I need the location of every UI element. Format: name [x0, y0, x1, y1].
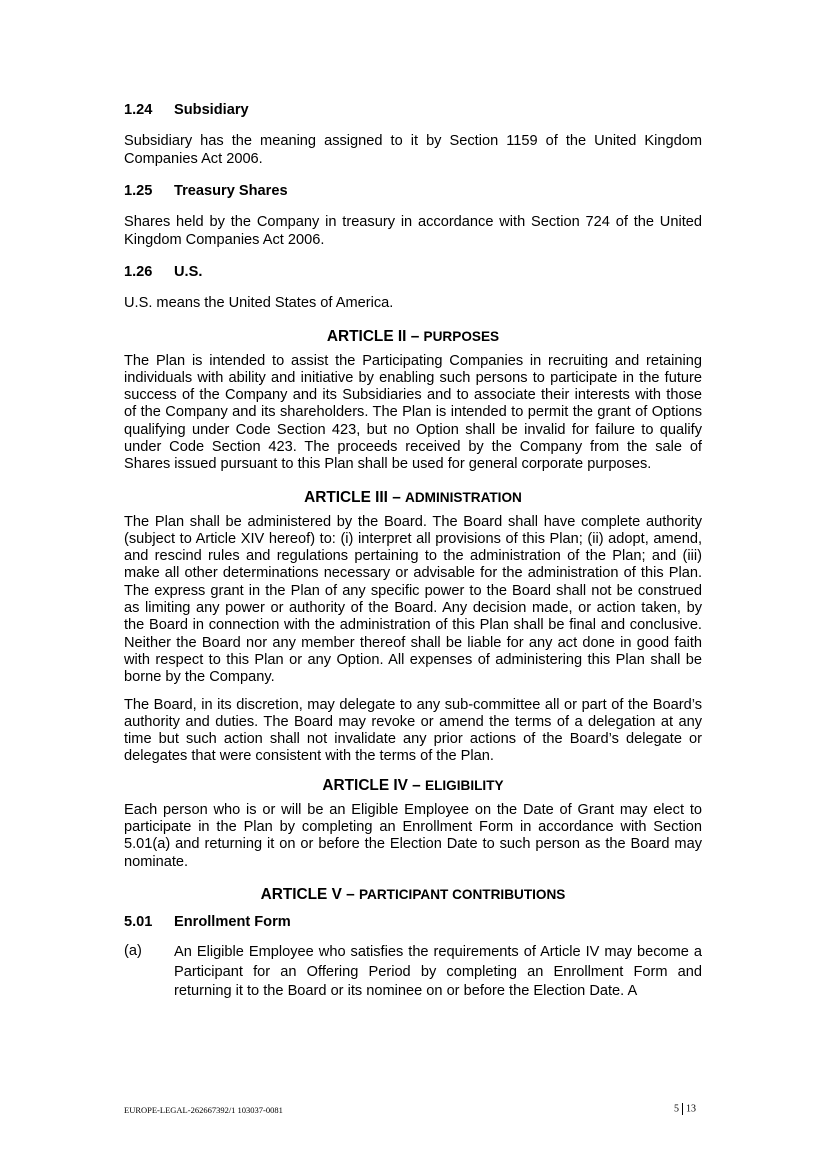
article-heading [124, 327, 702, 347]
section-title: U.S. [174, 264, 203, 280]
section-title: Subsidiary [174, 102, 249, 118]
footer-document-id: EUROPE-LEGAL-262667392/1 103037-0081 [124, 1105, 283, 1115]
article-subtitle: ELIGIBILITY [425, 777, 504, 793]
article-title: ARTICLE II – [326, 327, 424, 345]
section-number: 1.26 [124, 264, 153, 280]
list-item-label: (a) [124, 942, 142, 959]
page-separator [682, 1103, 683, 1115]
section-text: Subsidiary has the meaning assigned to it by Section 1159 of the United Kingdom Companies Act 2006. [124, 133, 702, 167]
section-heading [124, 101, 702, 119]
article-text: The Plan is intended to assist the Participating Companies in recruiting and retaining individuals with ability and initiative by enabling such persons to participate in the future success of the Company and its Subsidiaries and to associate their interests with those of the Company and its shareholders. The Plan is intended to permit the grant of Options qualifying under Code Section 423, but no Option shall be invalid for failure to qualify under Code Section 423. The proceeds received by the Company from the sale of Shares issued pursuant to this Plan shall be used for general corporate purposes. [124, 352, 702, 473]
section-heading [124, 182, 702, 200]
list-item [124, 943, 702, 1002]
article-heading [124, 885, 702, 905]
list-item-text: An Eligible Employee who satisfies the requirements of Article IV may become a Participant for an Offering Period by completing an Enrollment Form and returning it to the Board or its nominee on or before the Election Date. A [174, 943, 702, 1000]
article-heading [124, 488, 702, 508]
section-heading [124, 913, 702, 931]
section-number: 1.25 [124, 183, 153, 199]
article-title: ARTICLE V – [260, 885, 359, 903]
page-content [124, 101, 702, 1002]
article-text: The Plan shall be administered by the Board. The Board shall have complete authority (subject to Article XIV hereof) to: (i) interpret all provisions of this Plan; (ii) adopt, amend, and rescind rules and regulations pertaining to the administration of the Plan; and (iii) make all other determinations necessary or advisable for the administration of this Plan. The express grant in the Plan of any specific power to the Board shall not be construed as limiting any power or authority of the Board. Any decision made, or action taken, by the Board in connection with the administration of this Plan shall be final and conclusive. Neither the Board nor any member thereof shall be liable for any act done in good faith with respect to this Plan or any Option. All expenses of administering this Plan shall be borne by the Company. [124, 513, 702, 686]
article-title: ARTICLE III – [304, 488, 406, 506]
article-subtitle: PARTICIPANT CONTRIBUTIONS [358, 886, 566, 902]
section-number: 1.24 [124, 102, 153, 118]
section-heading [124, 263, 702, 281]
article-title: ARTICLE IV – [322, 776, 426, 794]
section-text: Shares held by the Company in treasury in accordance with Section 724 of the United Kingdom Companies Act 2006. [124, 214, 702, 248]
section-title: Treasury Shares [174, 183, 288, 199]
section-title: Enrollment Form [174, 913, 291, 930]
page-total: 13 [686, 1103, 696, 1115]
article-heading [124, 776, 702, 796]
article-text: Each person who is or will be an Eligible Employee on the Date of Grant may elect to participate in the Plan by completing an Enrollment Form in accordance with Section 5.01(a) and returning it on or before the Election Date to such person as the Board may nominate. [124, 801, 702, 870]
page-current: 5 [674, 1103, 679, 1115]
section-number: 5.01 [124, 913, 153, 930]
footer-page-number [674, 1103, 696, 1115]
section-text: U.S. means the United States of America. [124, 295, 394, 311]
article-subtitle: PURPOSES [423, 328, 500, 344]
article-text: The Board, in its discretion, may delegate to any sub-committee all or part of the Board’s authority and duties. The Board may revoke or amend the terms of a delegation at any time but such action shall not invalidate any prior actions of the Board’s delegate or delegates that were consistent with the terms of the Plan. [124, 696, 702, 765]
article-subtitle: ADMINISTRATION [405, 489, 522, 505]
